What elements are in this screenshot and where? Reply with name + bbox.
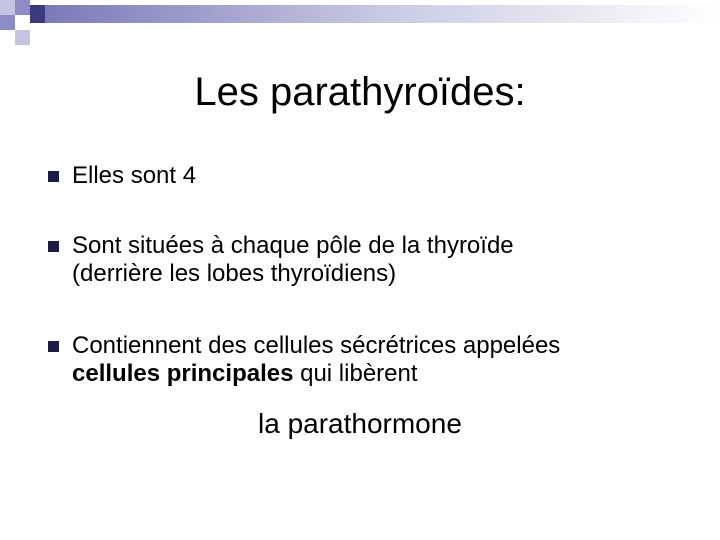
bullet-text-line2 bbox=[72, 360, 680, 388]
bullet-item-location bbox=[40, 232, 680, 288]
bullet-item-cells bbox=[40, 332, 680, 388]
bullet-item-count bbox=[40, 162, 680, 190]
square-bullet-icon bbox=[48, 341, 59, 352]
bullet-text-line1: Contiennent des cellules sécrétrices appelées bbox=[72, 332, 561, 359]
checker-decoration bbox=[0, 0, 720, 50]
bullet-text-rest: qui libèrent bbox=[293, 360, 418, 387]
bullet-text-line1: Sont situées à chaque pôle de la thyroïde bbox=[72, 232, 514, 259]
bullet-text: Elles sont 4 bbox=[72, 162, 197, 189]
square-bullet-icon bbox=[48, 241, 59, 252]
slide-title: Les parathyroïdes: bbox=[194, 70, 526, 114]
square-bullet-icon bbox=[48, 171, 59, 182]
bullet-list bbox=[40, 150, 680, 388]
bullet-text-line2: (derrière les lobes thyroïdiens) bbox=[72, 260, 397, 287]
hormone-line: la parathormone bbox=[258, 408, 462, 439]
bold-term: cellules principales bbox=[72, 360, 294, 387]
